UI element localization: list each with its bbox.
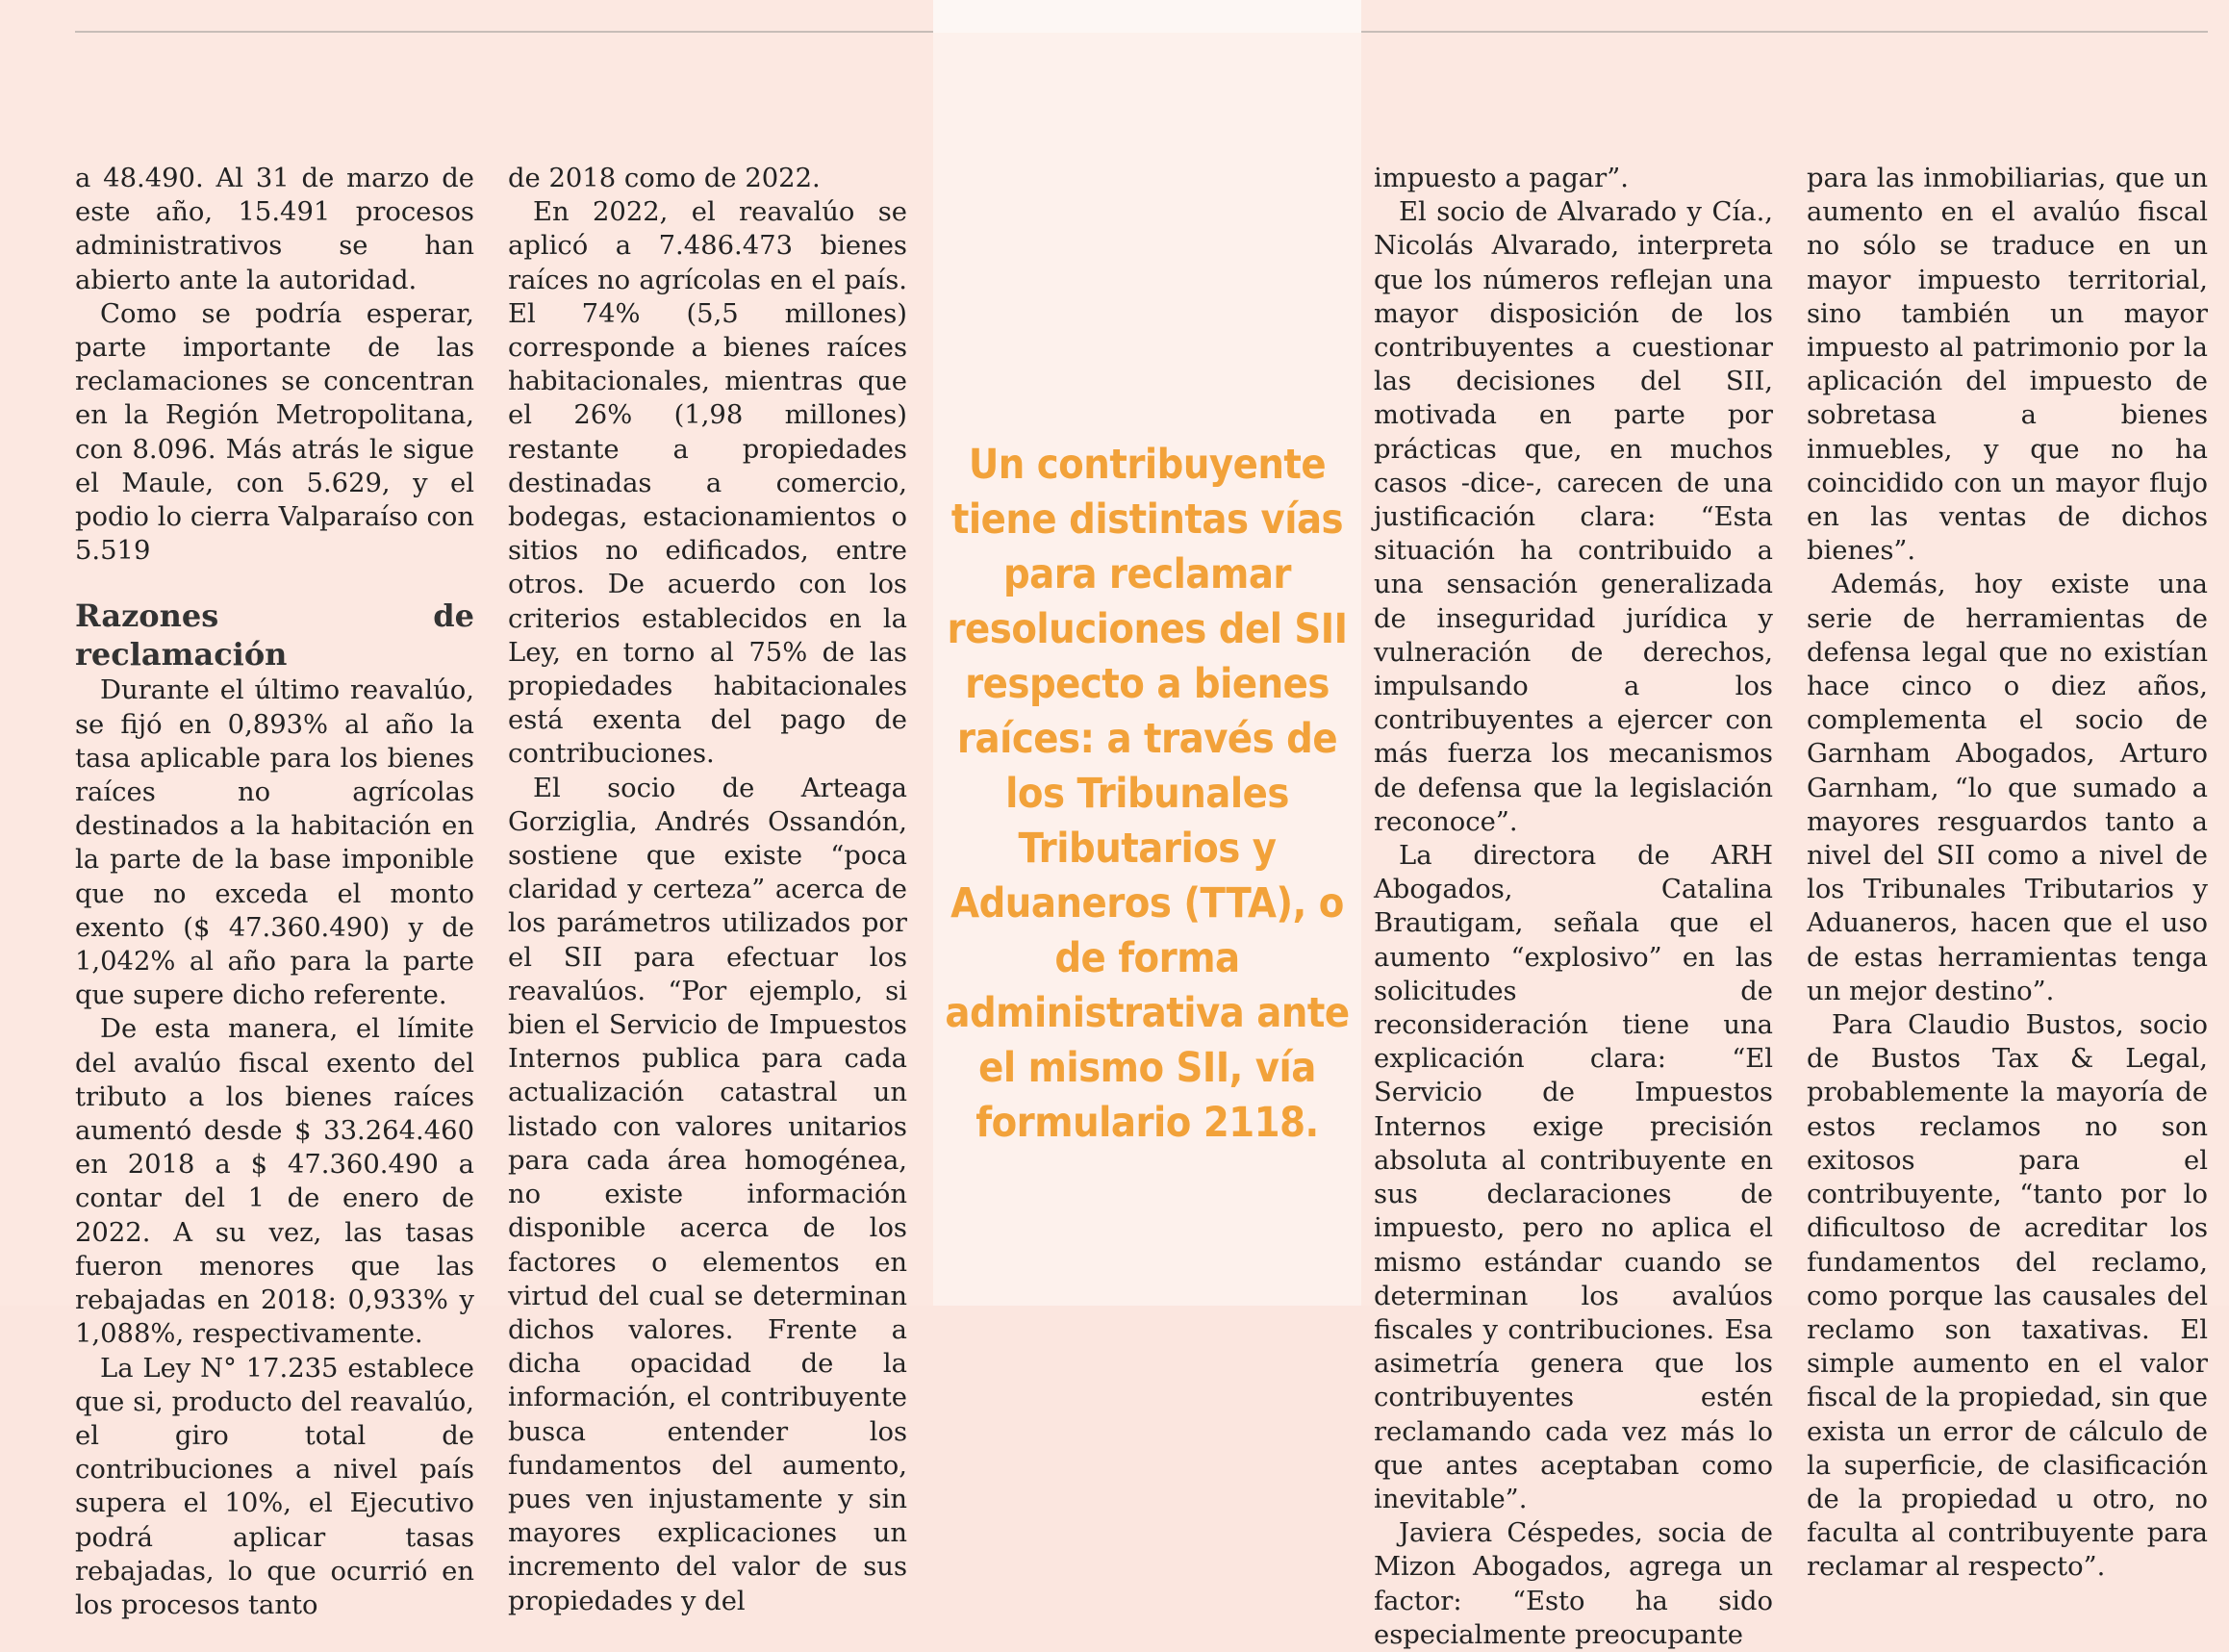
section-heading: Razones de reclamación bbox=[75, 597, 474, 674]
paragraph: para las inmobiliarias, que un aumento en el avalúo fiscal no sólo se traduce en un mayor impuesto territorial, sino también un mayor impuesto al patrimonio por la aplicación del impuesto de sobretasa a bienes inmuebles, y que no ha coincidido con un mayor flujo en las ventas de dichos bienes”. bbox=[1807, 164, 2208, 567]
pull-quote: Un contribuyente tiene distintas vías para reclamar resoluciones del SII respecto a bienes raíces: a través de los Tribunales Tributarios y Aduaneros (TTA), o de forma administrativa ante el mismo SII, vía formulario 2118. bbox=[945, 441, 1350, 1147]
paragraph: a 48.490. Al 31 de marzo de este año, 15.491 procesos administrativos se han abierto ante la autoridad. bbox=[75, 164, 474, 295]
top-rule-right bbox=[1361, 31, 2208, 33]
paragraph: Para Claudio Bustos, socio de Bustos Tax & Legal, probablemente la mayoría de estos reclamos no son exitosos para el contribuyente, “tanto por lo dificultoso de acreditar los fundamentos del reclamo, como porque las causales del reclamo son taxativas. El simple aumento en el valor fiscal de la propiedad, sin que exista un error de cálculo de la superficie, de clasificación de la propiedad u otro, no faculta al contribuyente para reclamar al respecto”. bbox=[1807, 1010, 2208, 1583]
paragraph: En 2022, el reavalúo se aplicó a 7.486.473 bienes raíces no agrícolas en el país. El 74% (5,5 millones) corresponde a bienes raíces habitacionales, mientras que el 26% (1,98 millones) restante a propiedades destinadas a comercio, bodegas, estacionamientos o sitios no edificados, entre otros. De acuerdo con los criterios establecidos en la Ley, en torno al 75% de las propiedades habitacionales está exenta del pago de contribuciones. bbox=[508, 197, 907, 770]
article-column-1 bbox=[75, 162, 474, 1622]
article-column-2 bbox=[508, 162, 907, 1618]
paragraph: Además, hoy existe una serie de herramientas de defensa legal que no existían hace cinco o diez años, complementa el socio de Garnham Abogados, Arturo Garnham, “lo que sumado a mayores resguardos tanto a nivel del SII como a nivel de los Tribunales Tributarios y Aduaneros, hacen que el uso de estas herramientas tenga un mejor destino”. bbox=[1807, 570, 2208, 1006]
paragraph: Javiera Céspedes, socia de Mizon Abogados, agrega un factor: “Esto ha sido especialmente preocupante bbox=[1374, 1518, 1773, 1650]
paragraph: El socio de Alvarado y Cía., Nicolás Alvarado, interpreta que los números reflejan una mayor disposición de los contribuyentes a cuestionar las decisiones del SII, motivada en parte por prácticas que, en muchos casos -dice-, carecen de una justificación clara: “Esta situación ha contribuido a una sensación generalizada de inseguridad jurídica y vulneración de derechos, impulsando a los contribuyentes a ejercer con más fuerza los mecanismos de defensa que la legislación reconoce”. bbox=[1374, 197, 1773, 837]
paragraph: El socio de Arteaga Gorziglia, Andrés Ossandón, sostiene que existe “poca claridad y certeza” acerca de los parámetros utilizados por el SII para efectuar los reavalúos. “Por ejemplo, si bien el Servicio de Impuestos Internos publica para cada actualización catastral un listado con valores unitarios para cada área homogénea, no existe información disponible acerca de los factores o elementos en virtud del cual se determinan dichos valores. Frente a dicha opacidad de la información, el contribuyente busca entender los fundamentos del aumento, pues ven injustamente y sin mayores explicaciones un incremento del valor de sus propiedades y del bbox=[508, 773, 907, 1616]
paragraph: La directora de ARH Abogados, Catalina Brautigam, señala que el aumento “explosivo” en las solicitudes de reconsideración tiene una explicación clara: “El Servicio de Impuestos Internos exige precisión absoluta al contribuyente en sus declaraciones de impuesto, pero no aplica el mismo estándar cuando se determinan los avalúos fiscales y contribuciones. Esa asimetría genera que los contribuyentes estén reclamando cada vez más lo que antes aceptaban como inevitable”. bbox=[1374, 841, 1773, 1514]
paragraph: Durante el último reavalúo, se fijó en 0,893% al año la tasa aplicable para los bienes raíces no agrícolas destinados a la habitación en la parte de la base imponible que no exceda el monto exento ($ 47.360.490) y de 1,042% al año para la parte que supere dicho referente. bbox=[75, 675, 474, 1011]
article-column-3 bbox=[1374, 162, 1773, 1652]
top-rule-left bbox=[75, 31, 933, 33]
paragraph: Como se podría esperar, parte importante de las reclamaciones se concentran en la Región Metropolitana, con 8.096. Más atrás le sigue el Maule, con 5.629, y el podio lo cierra Valparaíso con 5.519 bbox=[75, 298, 474, 567]
paragraph: de 2018 como de 2022. bbox=[508, 164, 821, 193]
gutter-top-band bbox=[933, 0, 1361, 33]
paragraph: De esta manera, el límite del avalúo fiscal exento del tributo a los bienes raíces aumentó desde $ 33.264.460 en 2018 a $ 47.360.490 a contar del 1 de enero de 2022. A su vez, las tasas fueron menores que las rebajadas en 2018: 0,933% y 1,088%, respectivamente. bbox=[75, 1014, 474, 1350]
paragraph: La Ley N° 17.235 establece que si, producto del reavalúo, el giro total de contribuciones a nivel país supera el 10%, el Ejecutivo podrá aplicar tasas rebajadas, lo que ocurrió en los procesos tanto bbox=[75, 1353, 474, 1620]
article-column-4 bbox=[1807, 162, 2208, 1585]
paragraph: impuesto a pagar”. bbox=[1374, 164, 1629, 193]
